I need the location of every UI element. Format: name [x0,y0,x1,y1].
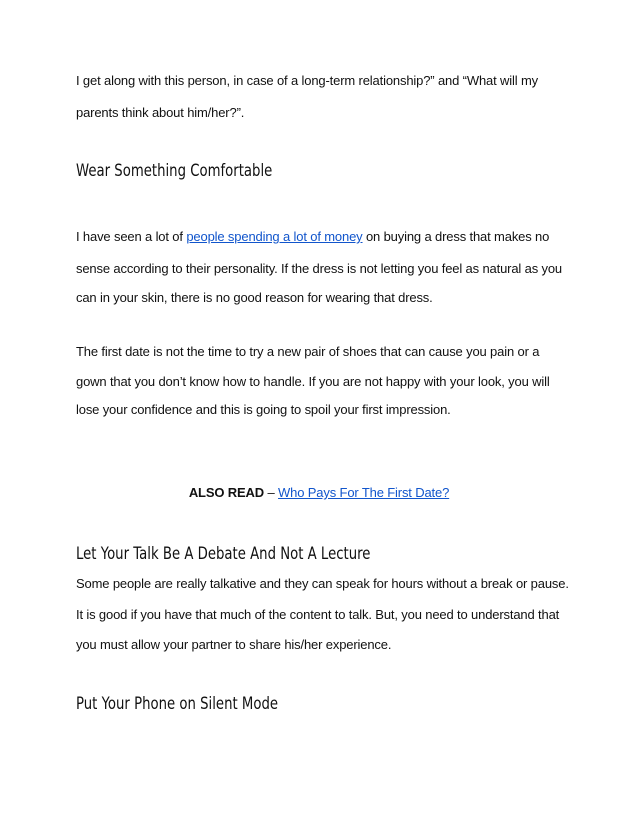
section1-p1-text-before: I have seen a lot of [76,229,187,244]
section2-line-1: Some people are really talkative and they can speak for hours without a break or pause. [76,576,569,591]
also-read-line [0,485,638,501]
section1-p2-line-3: lose your confidence and this is going to spoil your first impression. [76,402,451,417]
section2-line-2: It is good if you have that much of the content to talk. But, you need to understand that [76,607,560,622]
heading-put-phone-silent: Put Your Phone on Silent Mode [76,694,279,714]
heading-wear-something-comfortable: Wear Something Comfortable [76,161,273,181]
who-pays-first-date-link[interactable]: Who Pays For The First Date? [278,485,450,500]
people-spending-money-link[interactable]: people spending a lot of money [186,229,363,244]
section1-p1-text-after: on buying a dress that makes no [362,229,550,244]
also-read-label: ALSO READ [188,485,265,500]
section1-p1-line-3: can in your skin, there is no good reason for wearing that dress. [76,290,433,305]
section1-p2-line-2: gown that you don’t know how to handle. If you are not happy with your look, you will [76,374,550,389]
section2-line-3: you must allow your partner to share his/her experience. [76,637,392,652]
intro-line-1: I get along with this person, in case of a long-term relationship?” and “What will my [76,73,538,88]
section1-p1-line-1 [76,229,549,245]
section1-p2-line-1: The first date is not the time to try a new pair of shoes that can cause you pain or a [76,344,540,359]
heading-let-your-talk: Let Your Talk Be A Debate And Not A Lecture [76,544,371,564]
section1-p1-line-2: sense according to their personality. If the dress is not letting you feel as natural as you [76,261,563,276]
also-read-separator: – [264,485,279,500]
intro-line-2: parents think about him/her?”. [76,105,245,120]
